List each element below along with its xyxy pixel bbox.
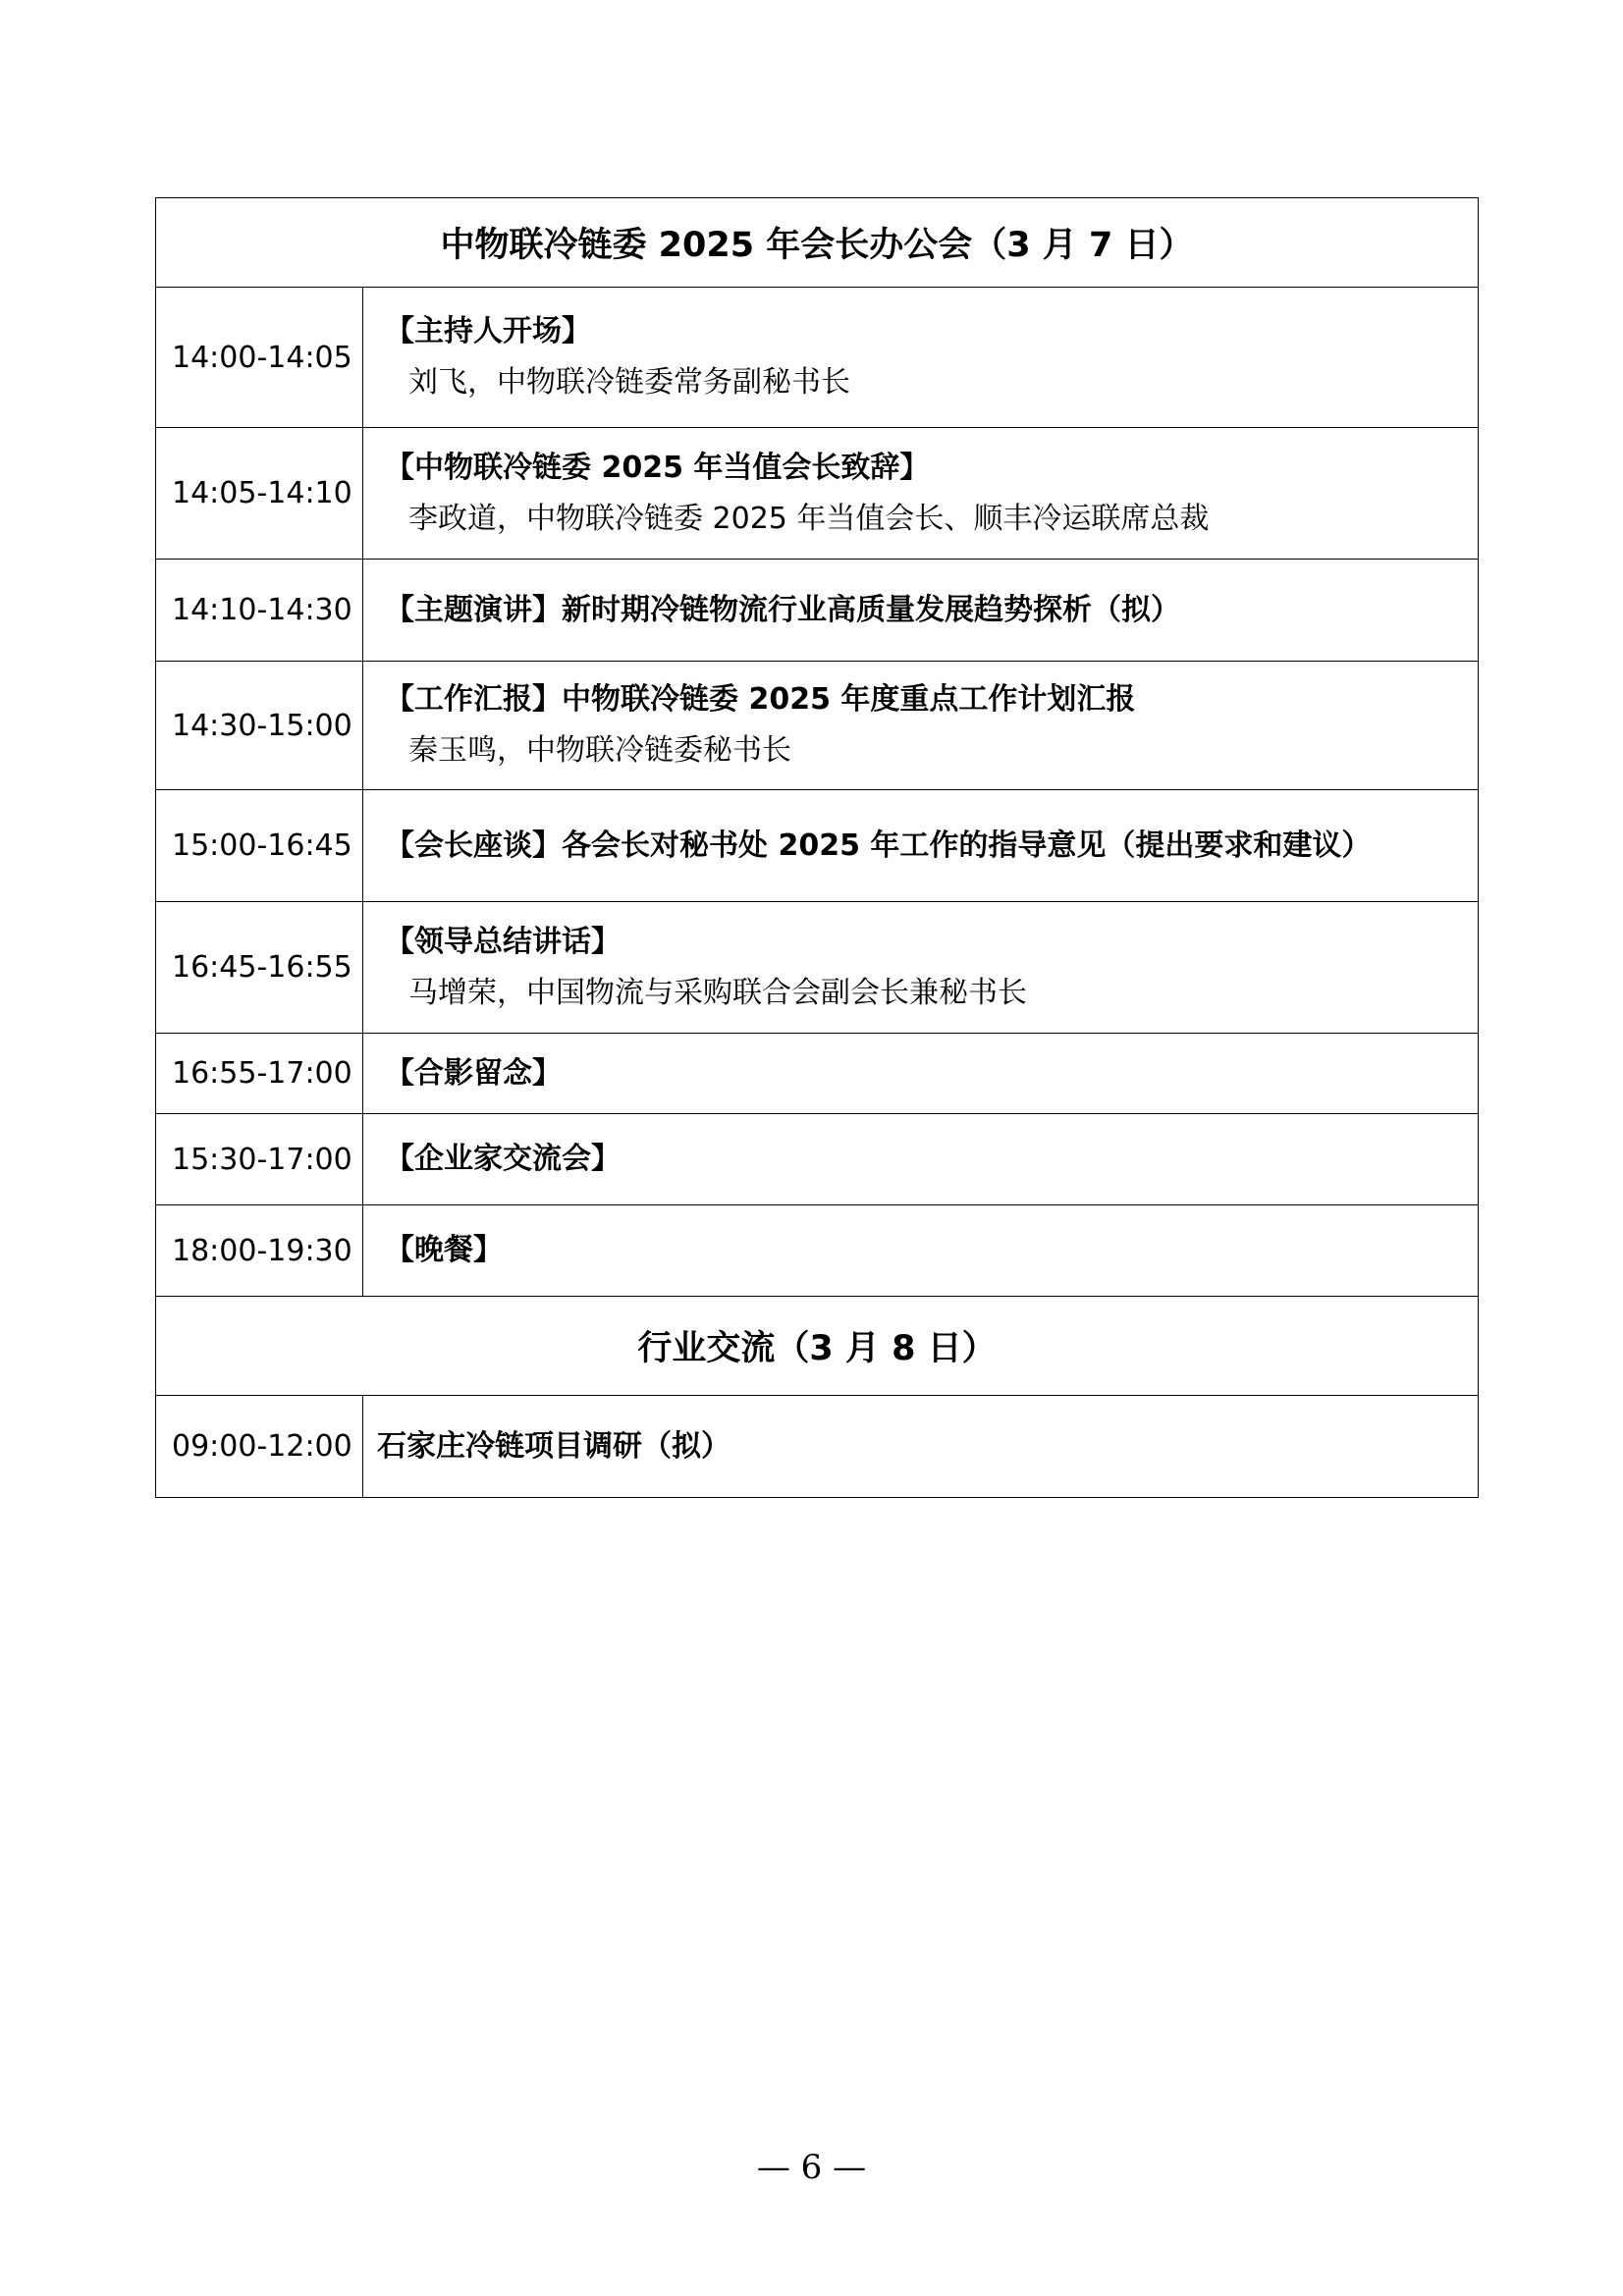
table-row xyxy=(156,1114,1479,1205)
item-cell xyxy=(363,560,1479,662)
item-title: 【合影留念】 xyxy=(385,1055,562,1091)
item-title: 【会长座谈】各会长对秘书处 2025 年工作的指导意见（提出要求和建议） xyxy=(385,828,1372,863)
time-cell: 09:00-12:00 xyxy=(156,1396,363,1498)
agenda-table xyxy=(155,197,1479,1498)
table-row xyxy=(156,1034,1479,1114)
table-row xyxy=(156,790,1479,902)
table-row xyxy=(156,560,1479,662)
item-speaker: 秦玉鸣，中物联冷链委秘书长 xyxy=(408,733,791,768)
item-cell xyxy=(363,1396,1479,1498)
item-speaker: 李政道，中物联冷链委 2025 年当值会长、顺丰冷运联席总裁 xyxy=(408,501,1210,536)
item-speaker: 马增荣，中国物流与采购联合会副会长兼秘书长 xyxy=(408,975,1027,1010)
table-row xyxy=(156,902,1479,1034)
time-cell: 15:30-17:00 xyxy=(156,1114,363,1205)
item-cell xyxy=(363,1034,1479,1114)
item-cell xyxy=(363,902,1479,1034)
item-title: 【主题演讲】新时期冷链物流行业高质量发展趋势探析（拟） xyxy=(385,592,1180,627)
item-title: 【主持人开场】 xyxy=(385,314,591,348)
section-title: 行业交流（3 月 8 日） xyxy=(156,1297,1479,1396)
item-cell xyxy=(363,790,1479,902)
item-cell xyxy=(363,662,1479,790)
item-title: 【企业家交流会】 xyxy=(385,1142,621,1176)
page-number: — 6 — xyxy=(756,2148,867,2187)
item-title: 【晚餐】 xyxy=(385,1233,503,1267)
table-row xyxy=(156,428,1479,560)
item-title: 【中物联冷链委 2025 年当值会长致辞】 xyxy=(385,450,930,485)
time-cell: 16:55-17:00 xyxy=(156,1034,363,1114)
item-title: 石家庄冷链项目调研（拟） xyxy=(377,1428,730,1464)
table-row xyxy=(156,288,1479,428)
item-cell xyxy=(363,1114,1479,1205)
item-title: 【领导总结讲话】 xyxy=(385,924,621,959)
time-cell: 15:00-16:45 xyxy=(156,790,363,902)
table-row xyxy=(156,662,1479,790)
table-row xyxy=(156,1205,1479,1297)
time-cell: 14:10-14:30 xyxy=(156,560,363,662)
item-speaker: 刘飞，中物联冷链委常务副秘书长 xyxy=(408,365,850,400)
time-cell: 18:00-19:30 xyxy=(156,1205,363,1297)
time-cell: 14:05-14:10 xyxy=(156,428,363,560)
section-title: 中物联冷链委 2025 年会长办公会（3 月 7 日） xyxy=(156,198,1479,288)
time-cell: 16:45-16:55 xyxy=(156,902,363,1034)
time-cell: 14:00-14:05 xyxy=(156,288,363,428)
section-header-day1 xyxy=(156,198,1479,288)
section-header-day2 xyxy=(156,1297,1479,1396)
item-cell xyxy=(363,1205,1479,1297)
table-row xyxy=(156,1396,1479,1498)
item-cell xyxy=(363,428,1479,560)
item-title: 【工作汇报】中物联冷链委 2025 年度重点工作计划汇报 xyxy=(385,682,1136,717)
time-cell: 14:30-15:00 xyxy=(156,662,363,790)
item-cell xyxy=(363,288,1479,428)
